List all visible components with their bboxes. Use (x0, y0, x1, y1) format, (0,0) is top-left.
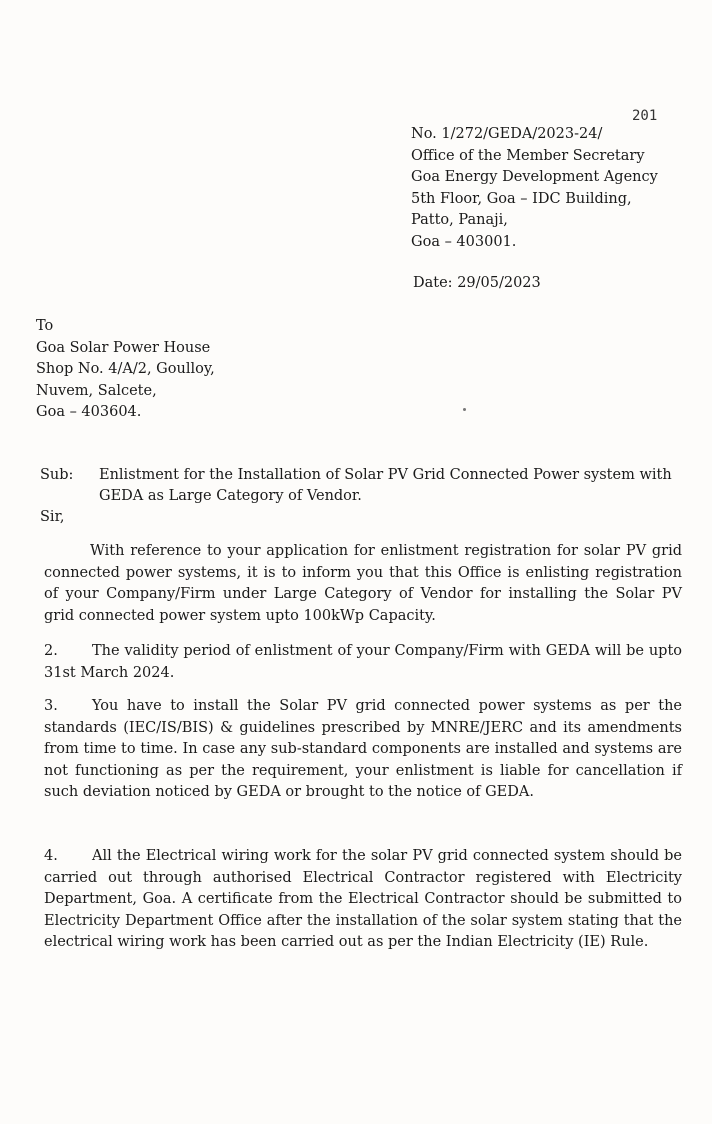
reference-number: No. 1/272/GEDA/2023-24/ (411, 126, 603, 142)
office-line: Office of the Member Secretary (411, 147, 645, 164)
address-line: To (36, 318, 54, 334)
paragraph-text: With reference to your application for enlistment registration for solar PV grid connected power systems, it is to inform you that this Office is enlisting registration of your Company/Firm under Large Category of Vendor for installing the Solar PV grid connected power system upto 100kWp Capacity. (44, 543, 682, 624)
paragraph-number: 2. (44, 643, 58, 659)
date-value: 29/05/2023 (457, 275, 541, 291)
subject-label: Sub: (40, 467, 74, 483)
paragraph-number: 3. (44, 698, 58, 714)
salutation: Sir, (40, 509, 65, 525)
paragraph-4 (44, 846, 682, 954)
office-line: Goa Energy Development Agency (411, 169, 658, 185)
paragraph-1 (44, 541, 682, 627)
office-line: Goa – 403001. (411, 233, 517, 250)
paragraph-text: The validity period of enlistment of your Company/Firm with GEDA will be upto 31st March 2024. (44, 643, 682, 681)
paragraph-2 (44, 641, 682, 684)
letter-reference-block (411, 124, 701, 253)
address-line: Shop No. 4/A/2, Goulloy, (36, 361, 215, 377)
paragraph-number: 4. (44, 848, 58, 864)
address-line: Goa Solar Power House (36, 339, 211, 356)
handwritten-number: 201 (632, 108, 658, 124)
recipient-address (36, 316, 215, 424)
paragraph-text: All the Electrical wiring work for the solar PV grid connected system should be carried out through authorised Electrical Contractor registered with Electricity Department, Goa. A certificate from the Electrical Contractor should be submitted to Electricity Department Office after the installation of the solar system stating that the electrical wiring work has been carried out as per the Indian Electricity (IE) Rule. (44, 848, 682, 950)
scan-speck (463, 408, 466, 411)
subject-text: Enlistment for the Installation of Solar PV Grid Connected Power system with GEDA as Large Category of Vendor. (99, 467, 672, 504)
date-label: Date: (413, 275, 453, 291)
paragraph-text: You have to install the Solar PV grid connected power systems as per the standards (IEC/IS/BIS) & guidelines prescribed by MNRE/JERC and its amendments from time to time. In case any sub-standard components are installed and systems are not functioning as per the requirement, your enlistment is liable for cancellation if such deviation noticed by GEDA or brought to the notice of GEDA. (44, 698, 682, 800)
letter-date (413, 275, 541, 291)
paragraph-3 (44, 696, 682, 804)
address-line: Nuvem, Salcete, (36, 382, 157, 399)
office-line: 5th Floor, Goa – IDC Building, (411, 190, 632, 207)
address-line: Goa – 403604. (36, 404, 142, 420)
office-line: Patto, Panaji, (411, 212, 508, 228)
